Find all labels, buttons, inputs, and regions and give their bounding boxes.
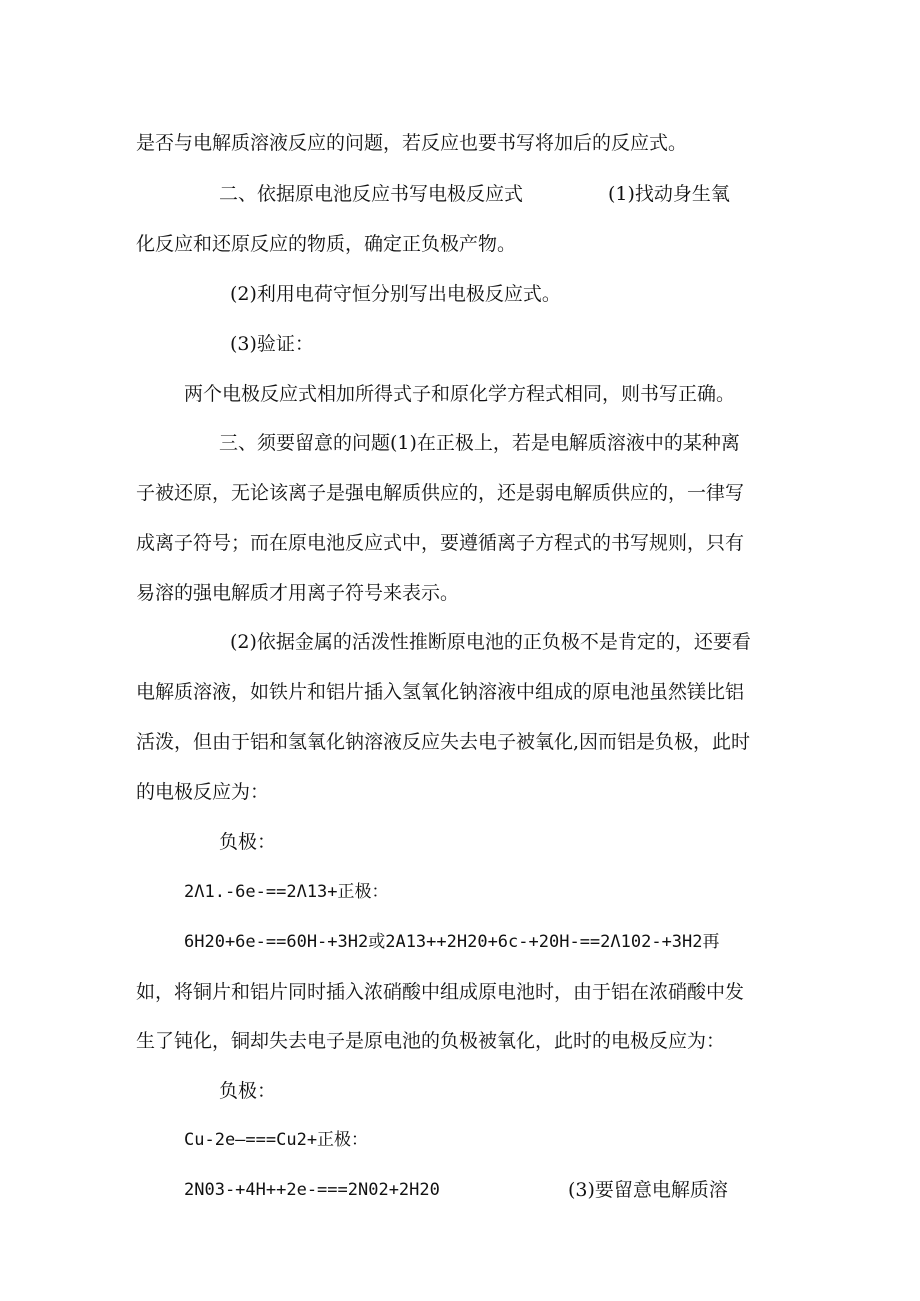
equation-line: 2Λ1.-6e-==2Λ13+正极：	[184, 882, 389, 902]
paragraph-line: 是否与电解质溶液反应的问题，若反应也要书写将加后的反应式。	[136, 132, 688, 154]
paragraph-line: 化反应和还原反应的物质，确定正负极产物。	[136, 233, 517, 255]
paragraph-line: 成离子符号；而在原电池反应式中，要遵循离子方程式的书写规则，只有	[136, 532, 745, 554]
paragraph-line: 的电极反应为：	[136, 781, 270, 803]
paragraph-line: (2)利用电荷守恒分别写出电极反应式。	[230, 283, 561, 305]
equation-line: 6H20+6e-==60H-+3H2或2A13++2H20+6c-+20H-==2Λ102-+3H2再	[184, 932, 720, 952]
paragraph-line: (2)依据金属的活泼性推断原电池的正负极不是肯定的，还要看	[230, 631, 751, 653]
paragraph-line: 生了钝化，铜却失去电子是原电池的负极被氧化，此时的电极反应为：	[136, 1030, 726, 1052]
paragraph-line: (1)找动身生氧	[608, 183, 730, 205]
paragraph-line: (3)要留意电解质溶	[568, 1179, 728, 1201]
paragraph-line: 电解质溶液，如铁片和铝片插入氢氧化钠溶液中组成的原电池虽然镁比铝	[136, 681, 745, 703]
paragraph-line: 子被还原，无论该离子是强电解质供应的，还是弱电解质供应的，一律写	[136, 482, 745, 504]
paragraph-line: 活泼，但由于铝和氢氧化钠溶液反应失去电子被氧化,因而铝是负极，此时	[136, 731, 751, 753]
equation-line: 2N03-+4H++2e-===2N02+2H20	[184, 1180, 440, 1200]
label-line: 负极：	[219, 831, 277, 853]
label-line: 负极：	[219, 1080, 277, 1102]
paragraph-line: 两个电极反应式相加所得式子和原化学方程式相同，则书写正确。	[184, 383, 736, 405]
equation-line: Cu-2e—===Cu2+正极：	[184, 1130, 369, 1150]
section-heading: 三、须要留意的问题(1)在正极上，若是电解质溶液中的某种离	[219, 432, 740, 454]
paragraph-line: (3)验证：	[230, 333, 314, 355]
paragraph-line: 易溶的强电解质才用离子符号来表示。	[136, 582, 460, 604]
section-heading: 二、依据原电池反应书写电极反应式	[219, 183, 524, 205]
paragraph-line: 如，将铜片和铝片同时插入浓硝酸中组成原电池时，由于铝在浓硝酸中发	[136, 981, 745, 1003]
